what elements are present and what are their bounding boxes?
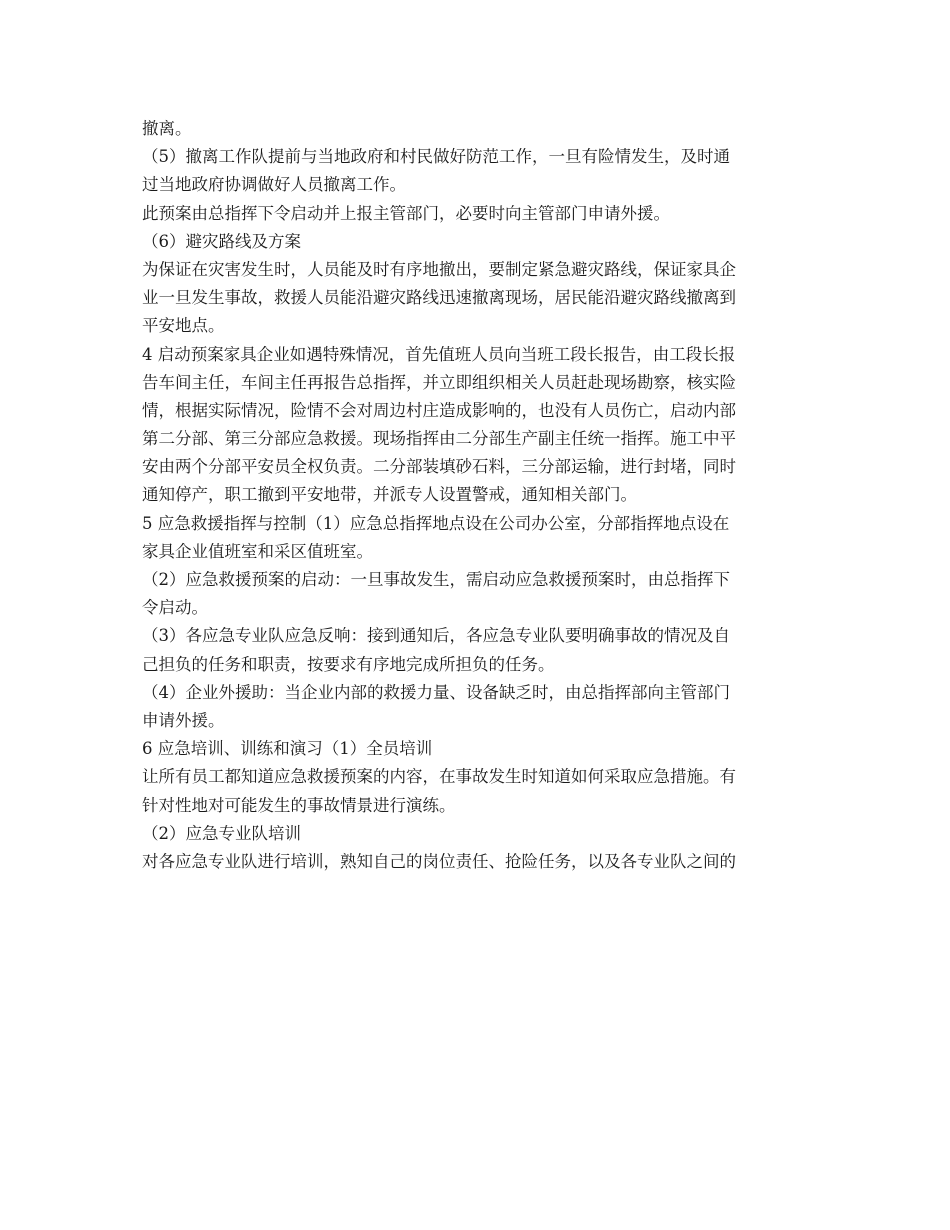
- text-line: 告车间主任，车间主任再报告总指挥，并立即组织相关人员赶赴现场勘察，核实险: [142, 372, 736, 392]
- text-line: 撤离。: [142, 119, 192, 138]
- text-line: （3）各应急专业队应急反响：接到通知后，各应急专业队要明确事故的情况及自: [142, 626, 730, 646]
- text-line: 申请外援。: [142, 710, 225, 730]
- text-line: 此预案由总指挥下令启动并上报主管部门，必要时向主管部门申请外援。: [142, 203, 670, 223]
- text-line: 5 应急救援指挥与控制（1）应急总指挥地点设在公司办公室，分部指挥地点设在: [142, 513, 730, 533]
- text-line: （6）避灾路线及方案: [142, 231, 301, 251]
- text-line: （2）应急救援预案的启动：一旦事故发生，需启动应急救援预案时，由总指挥下: [142, 570, 730, 589]
- text-line: 过当地政府协调做好人员撤离工作。: [142, 175, 406, 195]
- text-line: 让所有员工都知道应急救援预案的内容，在事故发生时知道如何采取应急措施。有: [142, 767, 736, 787]
- text-line: 家具企业值班室和采区值班室。: [142, 541, 373, 561]
- text-line: 安由两个分部平安员全权负责。二分部装填砂石料，三分部运输，进行封堵，同时: [142, 457, 736, 477]
- text-line: 情，根据实际情况，险情不会对周边村庄造成影响的，也没有人员伤亡，启动内部: [142, 400, 736, 420]
- text-line: 业一旦发生事故，救援人员能沿避灾路线迅速撤离现场，居民能沿避灾路线撤离到: [142, 288, 736, 308]
- text-line: 针对性地对可能发生的事故情景进行演练。: [142, 795, 456, 815]
- text-line: 己担负的任务和职责，按要求有序地完成所担负的任务。: [142, 654, 555, 674]
- text-line: 为保证在灾害发生时，人员能及时有序地撤出，要制定紧急避灾路线，保证家具企: [142, 259, 736, 279]
- document-body: [142, 115, 810, 876]
- text-line: （5）撤离工作队提前与当地政府和村民做好防范工作，一旦有险情发生，及时通: [142, 147, 730, 167]
- text-line: 令启动。: [142, 598, 208, 618]
- text-line: 通知停产，职工撤到平安地带，并派专人设置警戒，通知相关部门。: [142, 485, 637, 505]
- text-line: （2）应急专业队培训: [142, 823, 301, 843]
- text-line: 平安地点。: [142, 316, 225, 336]
- text-line: （4）企业外援助：当企业内部的救援力量、设备缺乏时，由总指挥部向主管部门: [142, 682, 730, 702]
- text-line: 6 应急培训、训练和演习（1）全员培训: [142, 739, 433, 759]
- text-line: 对各应急专业队进行培训，熟知自己的岗位责任、抢险任务，以及各专业队之间的: [142, 851, 736, 871]
- text-line: 第二分部、第三分部应急救援。现场指挥由二分部生产副主任统一指挥。施工中平: [142, 429, 736, 449]
- text-line: 4 启动预案家具企业如遇特殊情况，首先值班人员向当班工段长报告，由工段长报: [142, 344, 736, 364]
